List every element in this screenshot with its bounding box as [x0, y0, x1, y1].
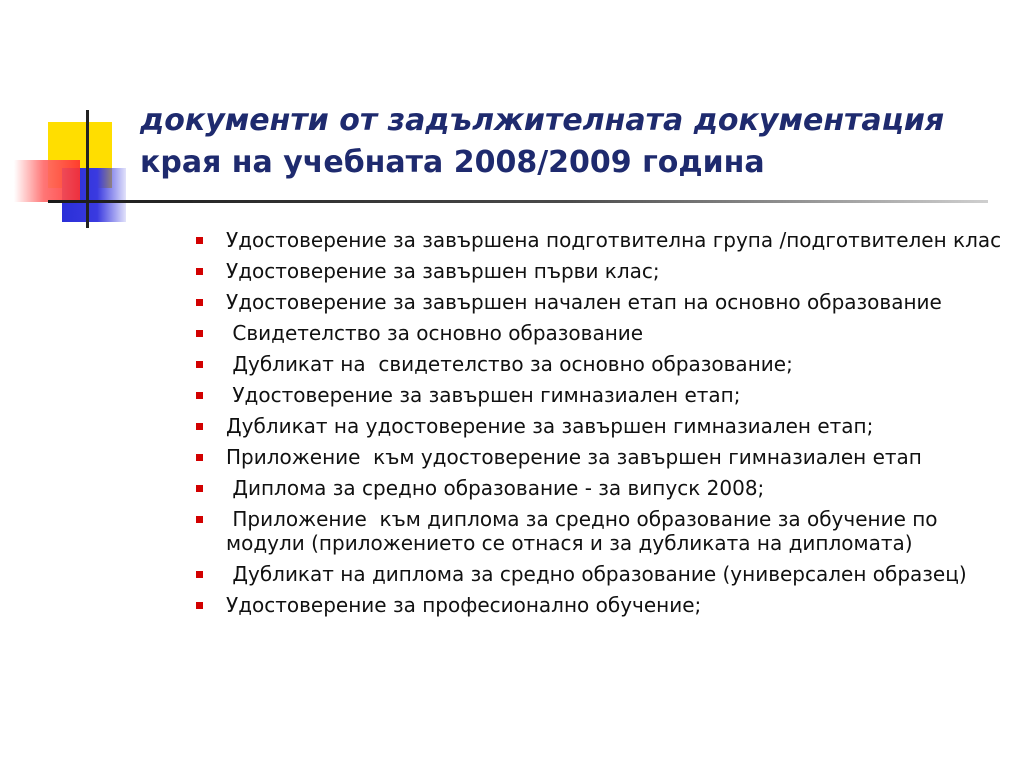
list-item-text: Удостоверение за завършен първи клас;: [226, 259, 660, 283]
list-item: [196, 445, 1006, 469]
slide-title: [140, 100, 944, 184]
square-bullet-icon: [196, 299, 203, 306]
list-item-text: Дубликат на удостоверение за завършен гимназиален етап;: [226, 414, 874, 438]
list-item: [196, 228, 1006, 252]
list-item: [196, 352, 1006, 376]
list-item-text: Диплома за средно образование - за випуск 2008;: [226, 476, 765, 500]
list-item: [196, 593, 1006, 617]
list-item: [196, 383, 1006, 407]
square-bullet-icon: [196, 516, 203, 523]
list-item: [196, 321, 1006, 345]
square-bullet-icon: [196, 392, 203, 399]
square-bullet-icon: [196, 330, 203, 337]
title-underline: [48, 200, 988, 203]
square-bullet-icon: [196, 268, 203, 275]
square-bullet-icon: [196, 454, 203, 461]
list-item-text: Удостоверение за завършен гимназиален етап;: [226, 383, 741, 407]
square-bullet-icon: [196, 602, 203, 609]
bullet-list: [196, 228, 1006, 624]
title-line-1: документи от задължителната документация: [140, 103, 945, 138]
square-bullet-icon: [196, 237, 203, 244]
list-item-text: Приложение към удостоверение за завършен гимназиален етап: [226, 445, 922, 469]
list-item-text: Удостоверение за завършен начален етап на основно образование: [226, 290, 942, 314]
title-line-2: края на учебната 2008/2009 година: [140, 145, 765, 180]
list-item-text: Удостоверение за професионално обучение;: [226, 593, 702, 617]
list-item: [196, 476, 1006, 500]
list-item: [196, 290, 1006, 314]
list-item-text: Дубликат на свидетелство за основно образование;: [226, 352, 793, 376]
list-item: [196, 507, 1006, 555]
list-item: [196, 562, 1006, 586]
list-item-text: Приложение към диплома за средно образование за обучение по модули (приложението се отнася и за дубликата на дипломата): [226, 507, 944, 555]
list-item-text: Дубликат на диплома за средно образование (универсален образец): [226, 562, 967, 586]
list-item: [196, 414, 1006, 438]
decor-vertical-line: [86, 110, 89, 228]
square-bullet-icon: [196, 361, 203, 368]
decor-red-square: [14, 160, 80, 202]
list-item-text: Свидетелство за основно образование: [226, 321, 644, 345]
square-bullet-icon: [196, 485, 203, 492]
square-bullet-icon: [196, 571, 203, 578]
list-item-text: Удостоверение за завършена подготвителна група /подготвителен клас: [226, 228, 1002, 252]
list-item: [196, 259, 1006, 283]
square-bullet-icon: [196, 423, 203, 430]
